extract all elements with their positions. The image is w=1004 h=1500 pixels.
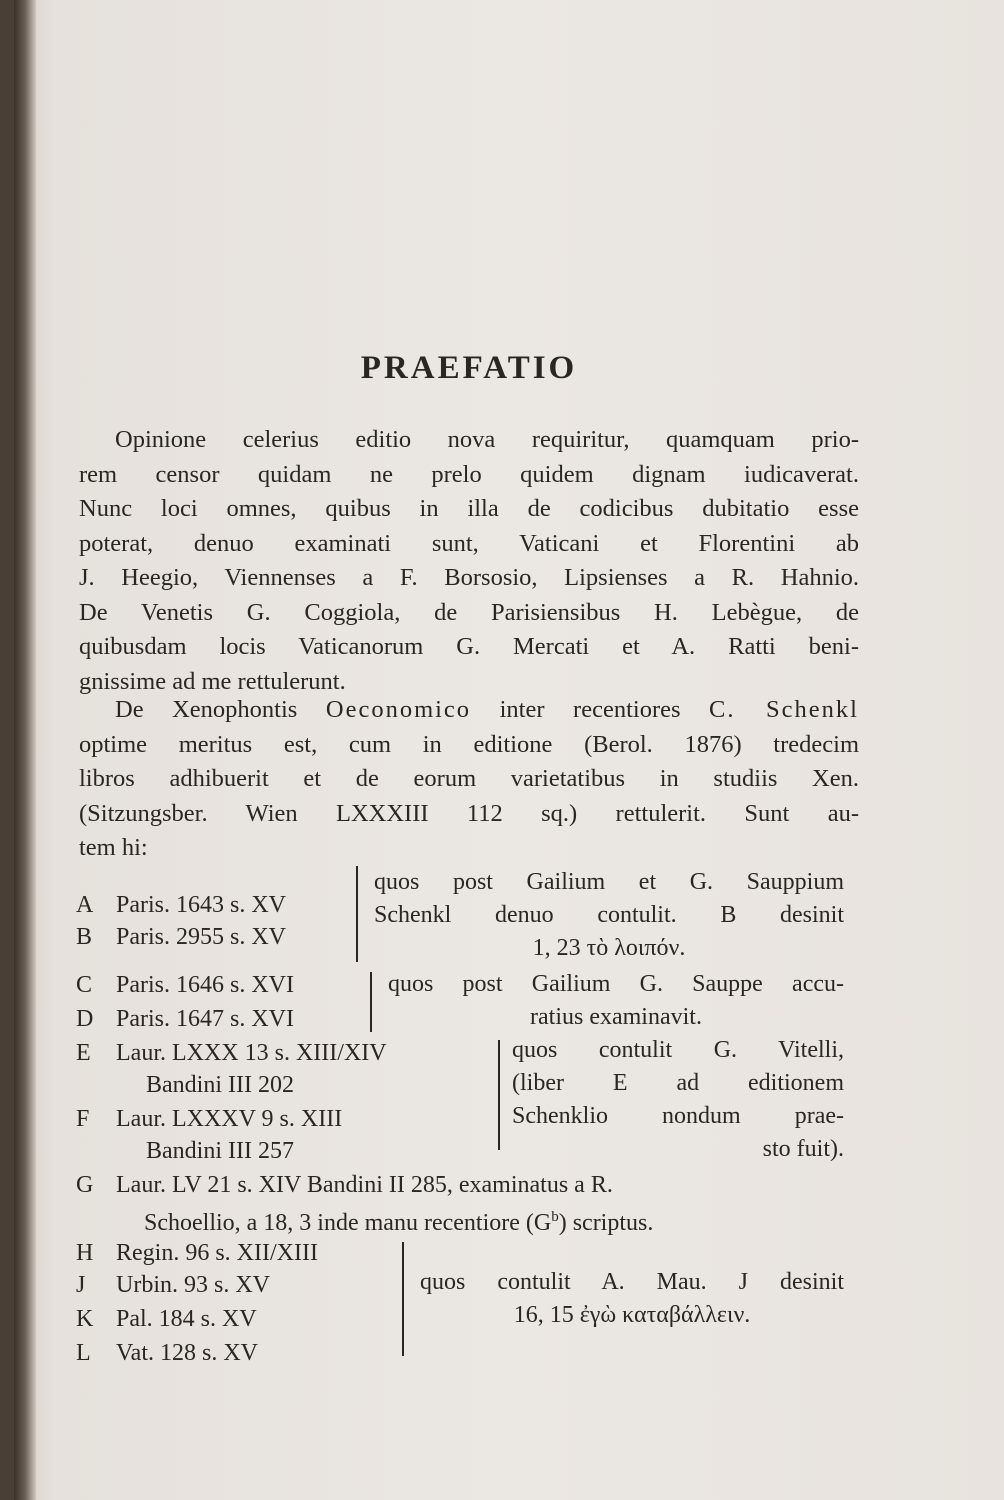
note-line: Schenklio nondum prae- xyxy=(512,1103,844,1129)
codex-desc: Urbin. 93 s. XV xyxy=(116,1272,270,1298)
codex-G xyxy=(76,1168,613,1202)
note-line: ratius examinavit. xyxy=(530,1004,702,1030)
codex-desc: Paris. 1646 s. XVI xyxy=(116,972,294,998)
codex-desc: Pal. 184 s. XV xyxy=(116,1306,257,1332)
codex-siglum: D xyxy=(76,1006,94,1032)
text-line: poterat, denuo examinati sunt, Vaticani et Florentini ab xyxy=(79,529,859,557)
text-fragment: Schoellio, a 18, 3 inde manu recentiore (G xyxy=(144,1210,552,1236)
book-spine xyxy=(14,0,36,1500)
codex-E-catalog: Bandini III 202 xyxy=(146,1072,294,1098)
brace xyxy=(356,866,358,962)
note-line: (liber E ad editionem xyxy=(512,1070,844,1096)
codex-D xyxy=(76,1002,294,1036)
codex-desc: Vat. 128 s. XV xyxy=(116,1340,258,1366)
codex-desc: Laur. LXXXV 9 s. XIII xyxy=(116,1106,343,1132)
note-line: Schenkl denuo contulit. B desinit xyxy=(374,902,844,928)
codex-siglum: A xyxy=(76,892,94,918)
page-title: PRAEFATIO xyxy=(360,350,578,386)
codex-F xyxy=(76,1102,342,1136)
codex-F-catalog: Bandini III 257 xyxy=(146,1138,294,1164)
codex-desc: Regin. 96 s. XII/XIII xyxy=(116,1240,318,1266)
text-line: rem censor quidam ne prelo quidem dignam iudicaverat. xyxy=(79,460,859,488)
note-CD xyxy=(388,968,844,1034)
text-fragment: inter recentiores xyxy=(471,696,710,723)
codex-siglum: J xyxy=(76,1272,86,1298)
brace xyxy=(498,1040,500,1150)
codex-siglum: E xyxy=(76,1040,91,1066)
text-line: tem hi: xyxy=(79,834,148,861)
note-line: quos post Gailium G. Sauppe accu- xyxy=(388,971,844,997)
codex-desc: Laur. LXXX 13 s. XIII/XIV xyxy=(116,1040,387,1066)
note-EF xyxy=(512,1034,844,1166)
book-page xyxy=(14,0,1004,1500)
text-line: libros adhibuerit et de eorum varietatibus in studiis Xen. xyxy=(79,765,859,792)
superscript: b xyxy=(551,1209,559,1225)
text-line: De Venetis G. Coggiola, de Parisiensibus H. Lebègue, de xyxy=(79,598,859,626)
codex-siglum: G xyxy=(76,1172,94,1198)
paragraph-2 xyxy=(79,693,859,866)
text-line: gnissime ad me rettulerunt. xyxy=(79,667,346,695)
codex-siglum: F xyxy=(76,1106,90,1132)
codex-desc: Laur. LV 21 s. XIV Bandini II 285, examinatus a R. xyxy=(116,1172,613,1198)
text-line: optime meritus est, cum in editione (Berol. 1876) tredecim xyxy=(79,730,859,758)
text-line: Opinione celerius editio nova requiritur, quamquam prio- xyxy=(115,426,859,453)
codex-J xyxy=(76,1268,270,1302)
codex-K xyxy=(76,1302,257,1336)
codex-siglum: L xyxy=(76,1340,91,1366)
codex-H xyxy=(76,1236,318,1270)
text-line: (Sitzungsber. Wien LXXXIII 112 sq.) rettulerit. Sunt au- xyxy=(79,799,859,827)
note-line: sto fuit). xyxy=(762,1136,844,1162)
codex-B xyxy=(76,920,286,954)
codex-siglum: K xyxy=(76,1306,94,1332)
codex-desc: Paris. 2955 s. XV xyxy=(116,924,287,950)
text-line xyxy=(79,693,859,728)
codex-siglum: H xyxy=(76,1240,94,1266)
codex-A xyxy=(76,888,286,922)
codex-desc: Paris. 1647 s. XVI xyxy=(116,1006,294,1032)
codex-E xyxy=(76,1036,387,1070)
codex-desc: Paris. 1643 s. XV xyxy=(116,892,287,918)
text-fragment: ) scriptus. xyxy=(558,1210,654,1236)
text-line: quibusdam locis Vaticanorum G. Mercati et A. Ratti beni- xyxy=(79,633,859,660)
text-fragment: De Xenophontis xyxy=(115,696,326,723)
note-line: quos contulit A. Mau. J desinit xyxy=(420,1269,844,1295)
text-line: Nunc loci omnes, quibus in illa de codicibus dubitatio esse xyxy=(79,495,859,522)
note-line: 16, 15 ἐγὼ καταβάλλειν. xyxy=(513,1302,751,1328)
note-HL xyxy=(420,1266,844,1332)
codex-L xyxy=(76,1336,258,1370)
note-AB xyxy=(374,866,844,965)
codex-siglum: C xyxy=(76,972,93,998)
codex-siglum: B xyxy=(76,924,93,950)
note-line: 1, 23 τὸ λοιπόν. xyxy=(532,935,686,961)
note-line: quos contulit G. Vitelli, xyxy=(512,1037,844,1063)
codex-C xyxy=(76,968,294,1002)
note-line: quos post Gailium et G. Sauppium xyxy=(374,869,844,895)
brace xyxy=(370,972,372,1032)
codex-G-note xyxy=(144,1200,653,1240)
brace xyxy=(402,1242,404,1356)
paragraph-1 xyxy=(79,423,859,699)
work-title: Oeconomico xyxy=(325,696,472,723)
author-name: C. Schenkl xyxy=(709,696,859,723)
text-line: J. Heegio, Viennenses a F. Borsosio, Lipsienses a R. Hahnio. xyxy=(79,564,859,591)
